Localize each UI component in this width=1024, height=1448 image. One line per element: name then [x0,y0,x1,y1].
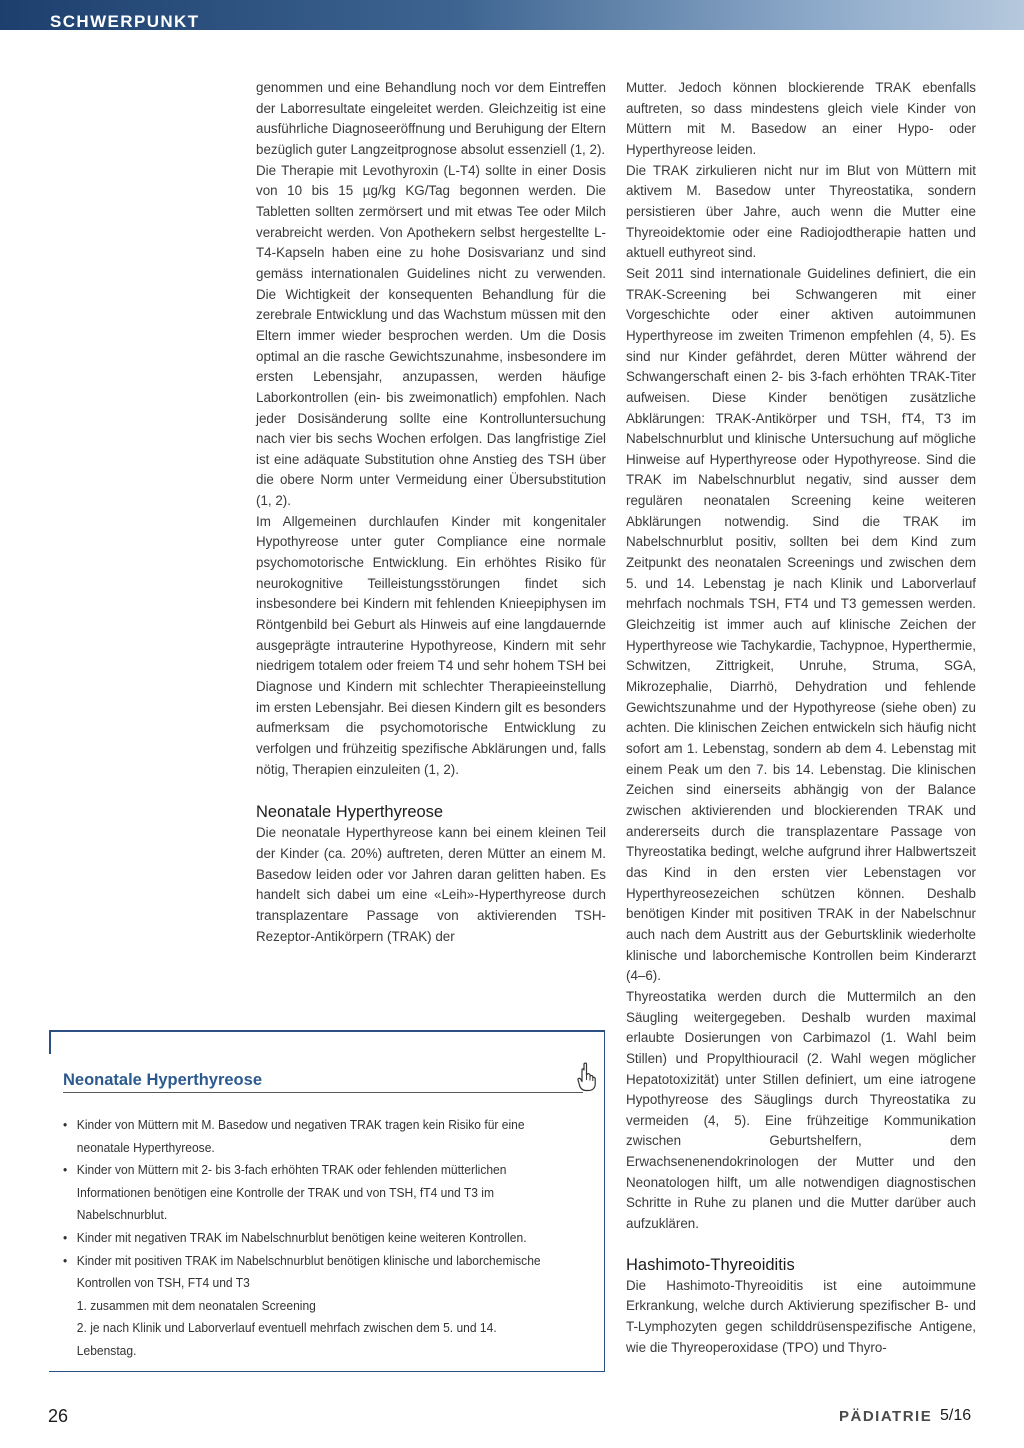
summary-box [49,1030,605,1372]
right-column [626,78,976,1358]
section-heading-hyperthyreose: Neonatale Hyperthyreose [256,803,444,822]
left-paragraph: Die Therapie mit Levothyroxin (L-T4) sollte in einer Dosis von 10 bis 15 µg/kg KG/Tag begonnen werden. Die Tabletten sollten zermörsert und mit etwas Tee oder Milch verabreicht werden. Von Apothekern selbst hergestellte L-T4-Kapseln haben eine zu hohe Dosisvarianz und sind gemäss internationalen Guidelines nicht zu verwenden. Die Wichtigkeit der konsequenten Behandlung für die zerebrale Entwicklung und das Wachstum müssen mit den Eltern immer wieder besprochen werden. Um die Dosis optimal an die rasche Gewichtszunahme, insbesondere im ersten Lebensjahr, anzupassen, werden häufige Laborkontrollen (ein- bis zweimonatlich) empfohlen. Nach jeder Dosisänderung sollte eine Kontrolluntersuchung nach vier bis sechs Wochen erfolgen. Das langfristige Ziel ist eine adäquate Substitution ohne Anstieg des TSH über die obere Norm unter Vermeidung einer Übersubstitution (1, 2). [256,162,606,509]
list-item [63,1227,549,1250]
list-item [63,1250,549,1295]
right-paragraph: Die Hashimoto-Thyreoiditis ist eine autoimmune Erkrankung, welche durch Aktivierung spezifischer B- und T-Lymphozyten gegen schilddrüsenspezifische Antigene, wie die Thyreoperoxidase (TPO) und Thyro- [626,1277,976,1355]
bullet: • [63,1229,68,1245]
left-paragraph: Die neonatale Hyperthyreose kann bei einem kleinen Teil der Kinder (ca. 20%) auftreten, deren Mütter an einem M. Basedow leiden oder vor Jahren daran gelitten haben. Es handelt sich dabei um eine «Leih»-Hyperthyreose durch transplazentare Passage von aktivierenden TSH-Rezeptor-Antikörpern (TRAK) der [256,825,606,944]
page-number: 26 [48,1406,69,1426]
right-paragraph: Seit 2011 sind internationale Guidelines definiert, die ein TRAK-Screening bei Schwangeren mit einer Vorgeschichte oder einer aktiven autoimmunen Hyperthyreose im zweiten Trimenon empfehlen (4, 5). Es sind nur Kinder gefährdet, deren Mütter während der Schwangerschaft einen 2- bis 3-fach erhöhten TRAK-Titer aufweisen. Diese Kinder benötigen zusätzliche Abklärungen: TRAK-Antikörper und TSH, fT4, T3 im Nabelschnurblut und klinische Untersuchung auf mögliche Hinweise auf Hyperthyreose oder Hypothyreose. Sind die TRAK im Nabelschnurblut negativ, sind ausser dem regulären neonatalen Screening keine weiteren Abklärungen notwendig. Sind die TRAK im Nabelschnurblut positiv, sollten bei dem Kind zum Zeitpunkt des neonatalen Screenings und zwischen dem 5. und 14. Lebenstag je nach Klinik und Laborverlauf mehrfach nochmals TSH, FT4 und T3 gemessen werden. Gleichzeitig ist immer auch auf klinische Zeichen der Hyperthyreose wie Tachykardie, Tachypnoe, Hyperthermie, Schwitzen, Zittrigkeit, Unruhe, Struma, SGA, Mikrozephalie, Diarrhö, Dehydration und fehlende Gewichtszunahme und der Hypothyreose (siehe oben) zu achten. Die klinischen Zeichen entwickeln sich häufig nicht sofort am 1. Lebenstag, sondern ab dem 4. Lebenstag mit einem Peak um den 7. bis 14. Lebenstag. Die klinischen Zeichen sind einerseits abhängig von der Balance zwischen aktivierenden und blockierenden TRAK und andererseits durch die transplazentare Passage von Thyreostatika bedingt, welche aufgrund ihrer Halbwertszeit das Kind in den ersten vier Lebenstagen vor Hyperthyreosezeichen schützen können. Deshalb benötigen Kinder mit positiven TRAK in der Nabelschnur auch nach dem Austritt aus der Geburtsklinik wiederholte klinische und laborchemische Kontrollen beim Kinderarzt (4–6). [626,265,976,984]
bullet: • [63,1252,68,1268]
right-paragraph: Mutter. Jedoch können blockierende TRAK ebenfalls auftreten, so dass mindestens gleich viele Kinder von Müttern mit M. Basedow an einer Hypo- oder Hyperthyreose leiden. [626,80,976,157]
box-top-rule [49,1030,605,1032]
section-title: SCHWERPUNKT [50,12,200,31]
right-paragraph: Die TRAK zirkulieren nicht nur im Blut von Müttern mit aktivem M. Basedow unter Thyreostatika, sondern persistieren über Jahre, auch wenn die Mutter eine Thyreoidektomie oder eine Radiojodtherapie hatten und aktuell euthyreot sind. [626,162,976,261]
list-item [63,1114,549,1159]
right-paragraph: Thyreostatika werden durch die Muttermilch an den Säugling weitergegeben. Deshalb wurden maximal erlaubte Dosierungen von Carbimazol (1. Wahl beim Stillen) und Propylthiouracil (2. Wahl wegen möglicher Hepatotoxizität) unter Stillen definiert, um eine iatrogene Hypothyreose des Säuglings durch Thyreostatika zu vermeiden (4, 5). Eine frühzeitige Kommunikation zwischen Geburtshelfern, dem Erwachsenenendokrinologen der Mutter und den Neonatologen hilft, um alle notwendigen diagnostischen Schritte in Ruhe zu planen und die Mutter darüber auch aufzuklären. [626,988,976,1232]
section-heading-hashimoto: Hashimoto-Thyreoiditis [626,1255,795,1274]
list-item [63,1159,549,1227]
list-item-text: Kinder von Müttern mit M. Basedow und negativen TRAK tragen kein Risiko für eine neonatale Hyperthyreose. [76,1117,525,1155]
list-item-text: Kinder mit negativen TRAK im Nabelschnurblut benötigen keine weiteren Kontrollen. [76,1229,527,1245]
journal-logo: PÄDIATRIE [839,1408,933,1425]
left-column [256,78,606,947]
list-subitem: 1. zusammen mit dem neonatalen Screening [76,1297,316,1313]
bullet: • [63,1162,68,1178]
list-subitem: 2. je nach Klinik und Laborverlauf eventuell mehrfach zwischen dem 5. und 14. Lebenstag. [76,1320,497,1358]
box-title: Neonatale Hyperthyreose [63,1071,262,1089]
left-paragraph: genommen und eine Behandlung noch vor dem Eintreffen der Laborresultate eingeleitet werden. Gleichzeitig ist eine ausführliche Diagnoseeröffnung und Beruhigung der Eltern bezüglich guter Langzeitprognose absolut essenziell (1, 2). [256,80,606,157]
list-item-text: Kinder mit positiven TRAK im Nabelschnurblut benötigen klinische und laborchemische Kontrollen von TSH, FT4 und T3 [76,1252,541,1291]
left-paragraph: Im Allgemeinen durchlaufen Kinder mit kongenitaler Hypothyreose unter guter Compliance eine normale psychomotorische Entwicklung. Ein erhöhtes Risiko für neurokognitive Teilleistungsstörungen findet sich insbesondere bei Kindern mit fehlenden Knieepiphysen im Röntgenbild bei Geburt als Hinweis auf eine langdauernde ausgeprägte intrauterine Hypothyreose, Kindern mit sehr niedrigem totalem oder freiem T4 und sehr hohem TSH bei Diagnose und Kindern mit schlechter Therapieeinstellung im ersten Lebensjahr. Bei diesen Kindern gilt es besonders aufmerksam die psychomotorische Entwicklung zu verfolgen und frühzeitig spezifische Abklärungen und, falls nötig, Therapien einzuleiten (1, 2). [256,513,606,777]
pointing-hand-icon [575,1062,597,1092]
box-title-rule [63,1092,583,1093]
box-list [63,1114,549,1363]
bullet: • [63,1117,68,1132]
issue-number: 5/16 [940,1407,972,1424]
list-item-text: Kinder von Müttern mit 2- bis 3-fach erhöhten TRAK oder fehlenden mütterlichen Informationen benötigen eine Kontrolle der TRAK und von TSH, fT4 und T3 im Nabelschnurblut. [76,1162,507,1223]
box-left-rule [49,1030,51,1054]
header-bar [0,0,1024,30]
